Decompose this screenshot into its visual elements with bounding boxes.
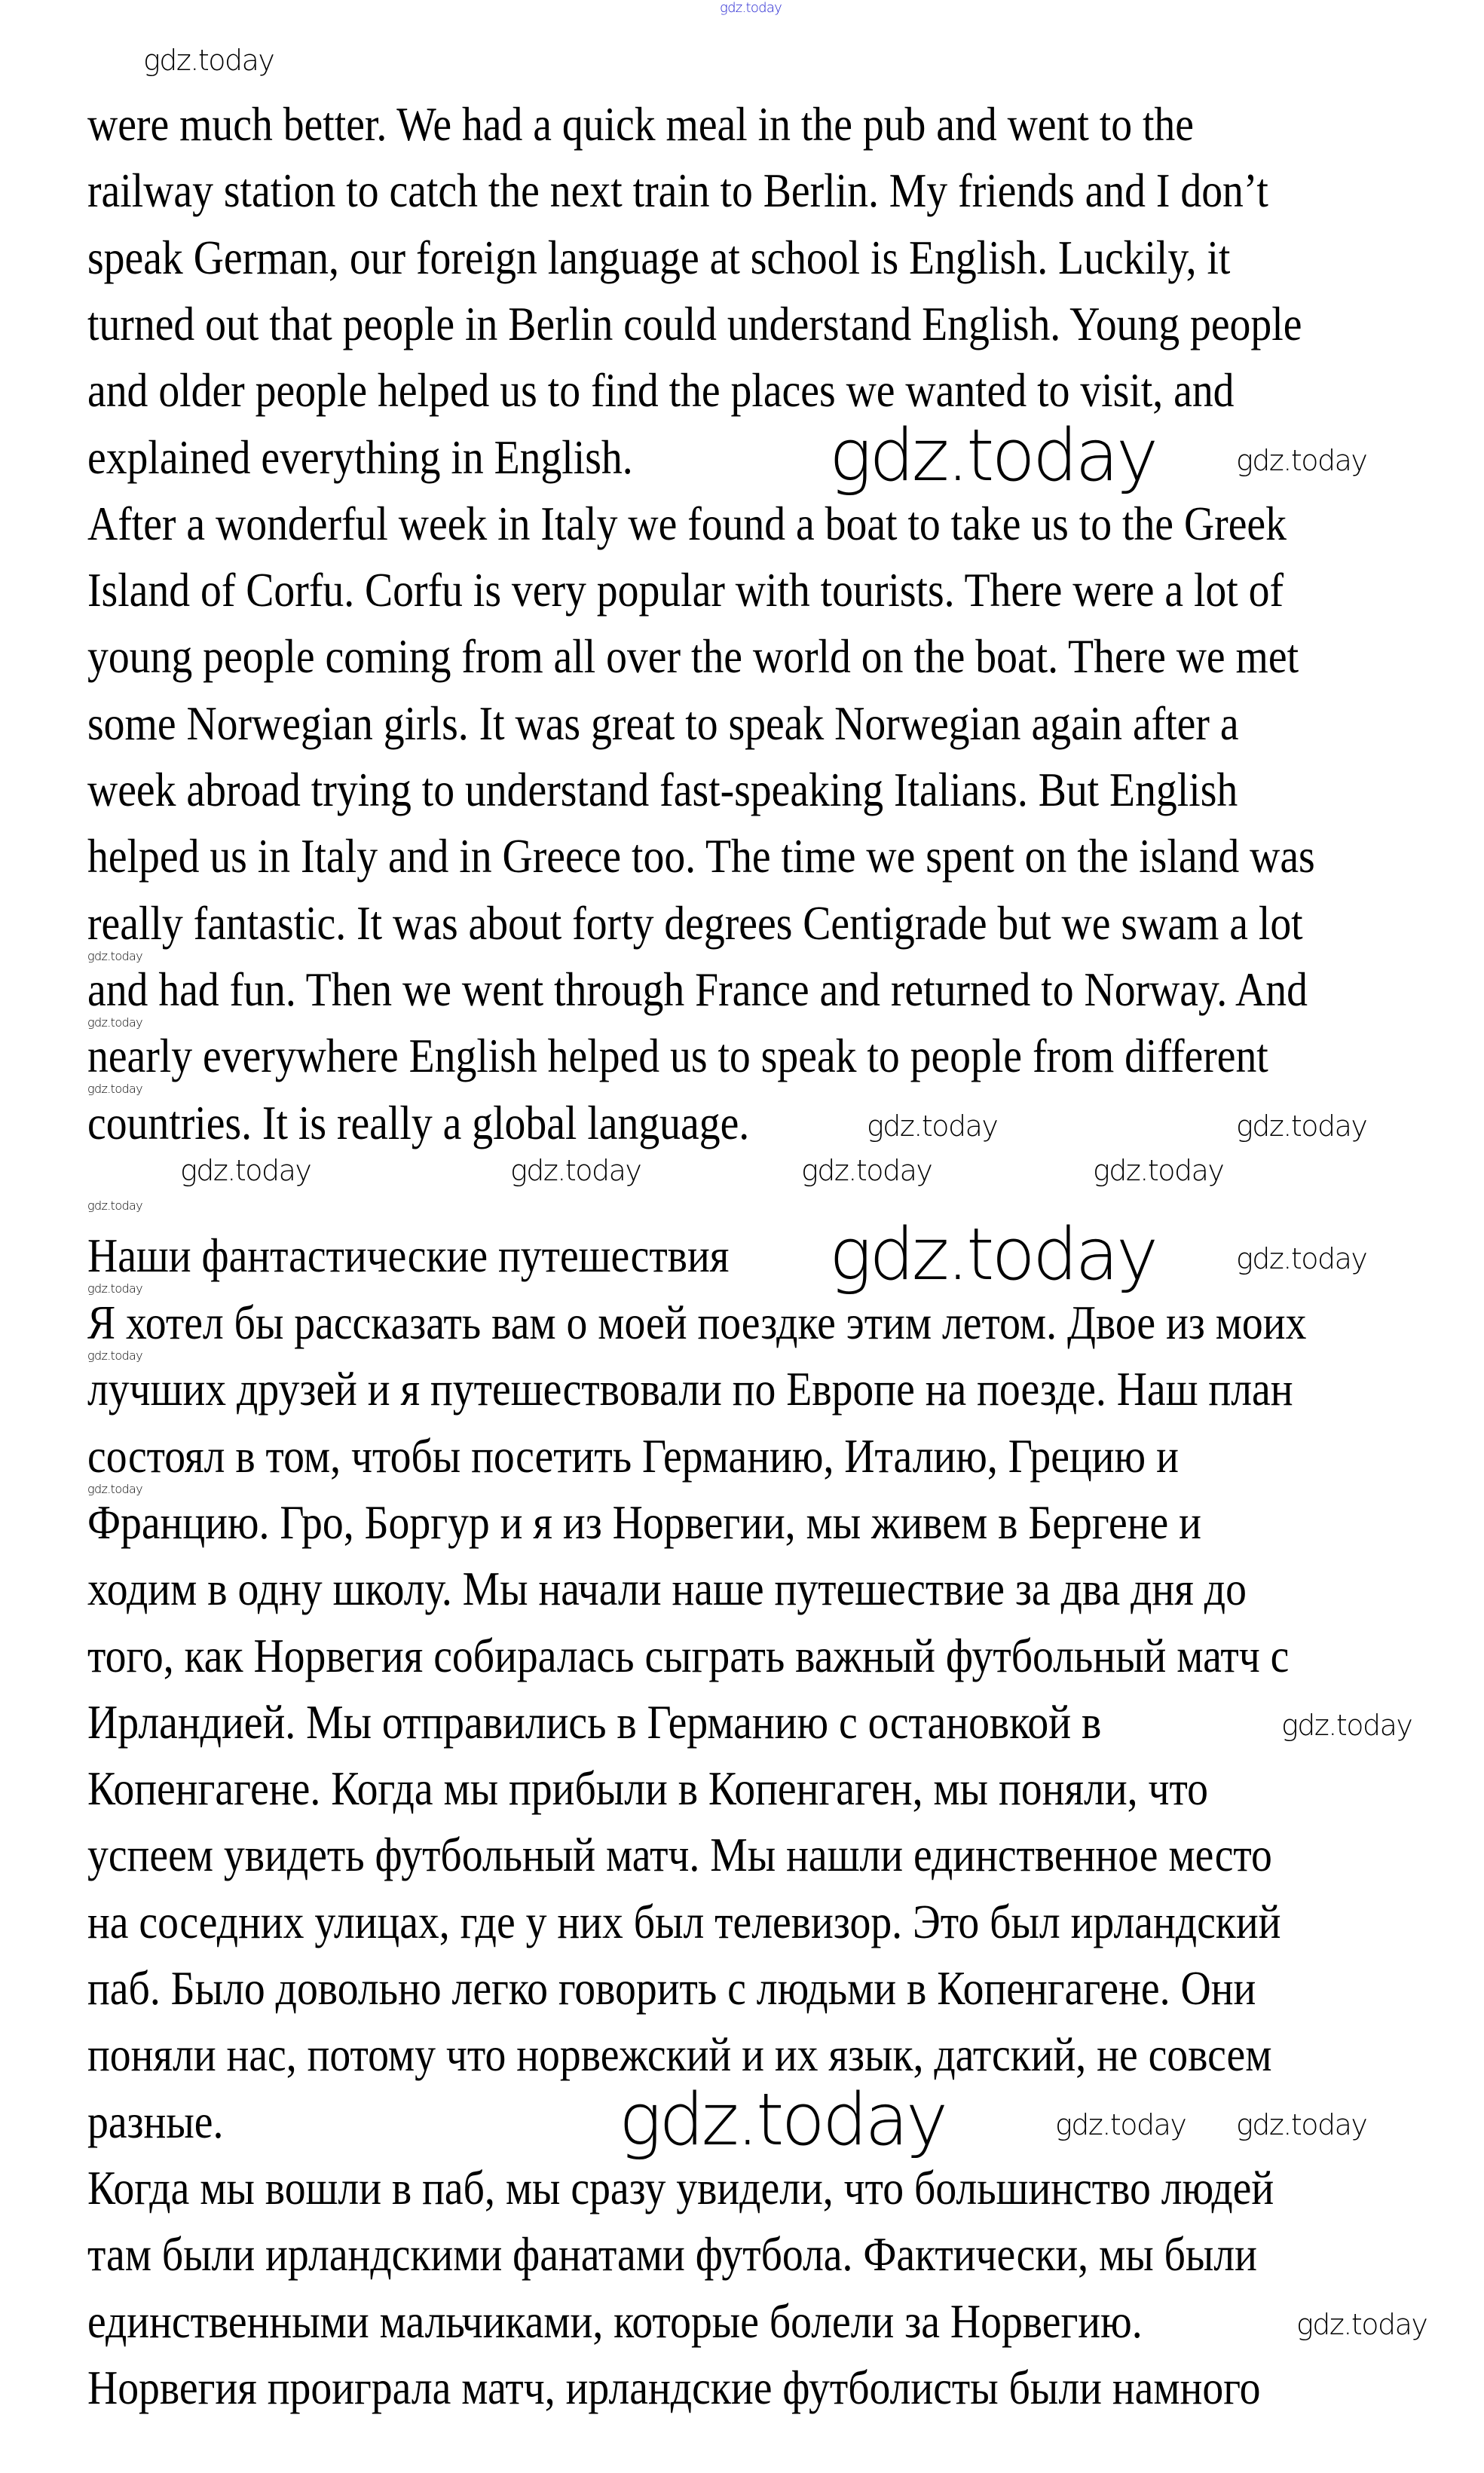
watermark: gdz.today — [801, 1154, 932, 1187]
english-text-line: railway station to catch the next train to Berlin. My friends and I don’t — [87, 164, 1268, 218]
watermark: gdz.today — [87, 948, 142, 963]
english-text-line: speak German, our foreign language at school is English. Luckily, it — [87, 230, 1231, 284]
english-text-line: really fantastic. It was about forty degrees Centigrade but we swam a lot — [87, 895, 1303, 950]
watermark: gdz.today — [180, 1154, 311, 1187]
watermark: gdz.today — [720, 0, 782, 16]
russian-text-line: Норвегия проиграла матч, ирландские футболисты были намного — [87, 2360, 1261, 2414]
watermark: gdz.today — [1236, 1242, 1367, 1275]
russian-text-line: Францию. Гро, Боргур и я из Норвегии, мы живем в Бергене и — [87, 1495, 1201, 1549]
watermark: gdz.today — [1281, 1708, 1412, 1742]
russian-heading: Наши фантастические путешествия — [87, 1229, 730, 1282]
english-text-line: turned out that people in Berlin could understand English. Young people — [87, 296, 1302, 350]
russian-text-line: успеем увидеть футбольный матч. Мы нашли единственное место — [87, 1828, 1272, 1882]
russian-text-line: состоял в том, чтобы посетить Германию, Италию, Грецию и — [87, 1428, 1179, 1483]
watermark: gdz.today — [619, 2079, 946, 2162]
english-text-line: After a wonderful week in Italy we found a boat to take us to the Greek — [87, 496, 1287, 550]
russian-text-line: Ирландией. Мы отправились в Германию с остановкой в — [87, 1694, 1102, 1749]
watermark: gdz.today — [87, 1481, 142, 1496]
russian-text-line: того, как Норвегия собиралась сыграть важный футбольный матч с — [87, 1628, 1290, 1682]
watermark: gdz.today — [87, 1015, 142, 1030]
english-text-line: some Norwegian girls. It was great to speak Norwegian again after a — [87, 696, 1239, 750]
english-text-line: explained everything in English. — [87, 430, 633, 484]
watermark: gdz.today — [829, 415, 1156, 497]
watermark: gdz.today — [510, 1154, 641, 1187]
russian-text-line: паб. Было довольно легко говорить с людьми в Копенгагене. Они — [87, 1961, 1256, 2015]
watermark: gdz.today — [1236, 2107, 1367, 2141]
russian-text-line: там были ирландскими фанатами футбола. Фактически, мы были — [87, 2227, 1257, 2282]
watermark: gdz.today — [1093, 1154, 1224, 1187]
english-text-line: Island of Corfu. Corfu is very popular with tourists. There were a lot of — [87, 563, 1284, 617]
english-text-line: and older people helped us to find the places we wanted to visit, and — [87, 363, 1235, 418]
russian-text-line: единственными мальчиками, которые болели за Норвегию. — [87, 2294, 1143, 2348]
russian-text-line: лучших друзей и я путешествовали по Европе на поезде. Наш план — [87, 1362, 1293, 1416]
english-text-line: young people coming from all over the world on the boat. There we met — [87, 629, 1299, 684]
russian-text-line: Когда мы вошли в паб, мы сразу увидели, что большинство людей — [87, 2160, 1274, 2214]
english-text-line: and had fun. Then we went through France and returned to Norway. And — [87, 962, 1308, 1016]
english-text-line: week abroad trying to understand fast-speaking Italians. But English — [87, 763, 1238, 816]
watermark: gdz.today — [1236, 443, 1367, 477]
watermark: gdz.today — [87, 1348, 142, 1363]
russian-text-line: ходим в одну школу. Мы начали наше путешествие за два дня до — [87, 1562, 1247, 1616]
watermark: gdz.today — [1055, 2107, 1186, 2141]
russian-text-line: разные. — [87, 2094, 224, 2148]
russian-text-line: Я хотел бы рассказать вам о моей поездке этим летом. Двое из моих — [87, 1296, 1307, 1349]
watermark: gdz.today — [829, 1213, 1156, 1296]
russian-text-line: Копенгагене. Когда мы прибыли в Копенгаген, мы поняли, что — [87, 1761, 1208, 1816]
english-text-line: helped us in Italy and in Greece too. The time we spent on the island was — [87, 829, 1315, 883]
watermark: gdz.today — [87, 1281, 142, 1296]
watermark: gdz.today — [87, 1198, 142, 1213]
watermark: gdz.today — [1296, 2307, 1427, 2341]
english-text-line: countries. It is really a global language. — [87, 1095, 750, 1149]
english-text-line: nearly everywhere English helped us to speak to people from different — [87, 1029, 1268, 1083]
russian-text-line: поняли нас, потому что норвежский и их язык, датский, не совсем — [87, 2028, 1272, 2082]
watermark: gdz.today — [867, 1109, 998, 1143]
watermark: gdz.today — [1236, 1109, 1367, 1143]
watermark: gdz.today — [143, 44, 274, 77]
russian-text-line: на соседних улицах, где у них был телевизор. Это был ирландский — [87, 1894, 1281, 1948]
english-text-line: were much better. We had a quick meal in the pub and went to the — [87, 97, 1194, 151]
watermark: gdz.today — [87, 1082, 142, 1097]
